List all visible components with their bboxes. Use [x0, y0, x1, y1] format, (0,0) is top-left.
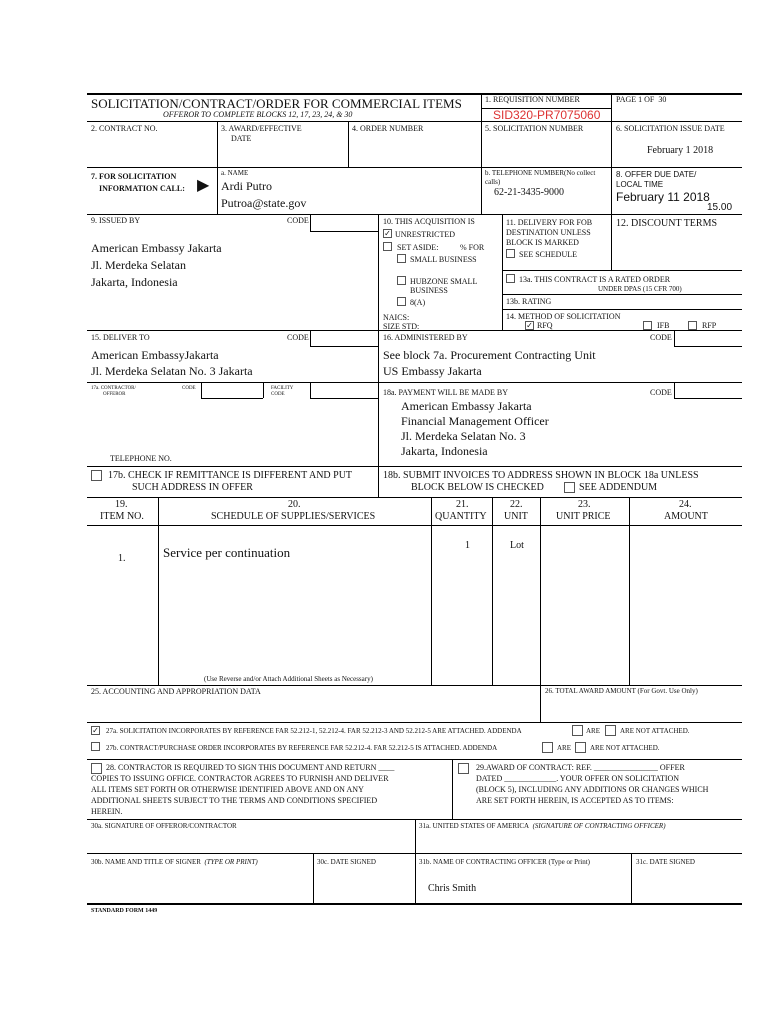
block30c-label: 30c. DATE SIGNED: [317, 858, 376, 866]
block27b-are-not: ARE NOT ATTACHED.: [590, 744, 660, 752]
see-schedule-label: SEE SCHEDULE: [519, 250, 577, 259]
block30b-label-italic: (TYPE OR PRINT): [204, 858, 258, 866]
col-price-num: 23.: [578, 499, 591, 510]
block16-code-label: CODE: [650, 333, 672, 342]
rfp-label: RFP: [702, 321, 717, 330]
name-label: a. NAME: [221, 169, 249, 177]
col-desc-num: 20.: [288, 499, 301, 510]
facility-label: FACILITY: [271, 386, 294, 391]
payment-by-line-4: Jakarta, Indonesia: [401, 444, 488, 458]
rfq-label: RFQ: [537, 321, 553, 330]
block18b-label-2: BLOCK BELOW IS CHECKED: [411, 482, 544, 493]
block28-line-2: COPIES TO ISSUING OFFICE. CONTRACTOR AGREES TO FURNISH AND DELIVER: [91, 774, 389, 783]
administered-by-line-2: US Embassy Jakarta: [383, 364, 482, 378]
block27a-are-not: ARE NOT ATTACHED.: [620, 727, 690, 735]
block17a-label-2: OFFEROR: [103, 392, 126, 397]
set-aside-checkbox[interactable]: [383, 242, 392, 251]
block8-label-2: LOCAL TIME: [616, 180, 664, 189]
eight-a-checkbox[interactable]: [397, 297, 406, 306]
offer-due-date: February 11 2018: [616, 190, 710, 204]
block13a-label-2: UNDER DPAS (15 CFR 700): [598, 285, 682, 293]
block27b-are: ARE: [557, 744, 571, 752]
col-qty-num: 21.: [456, 499, 469, 510]
ifb-checkbox[interactable]: [643, 321, 652, 330]
form-title: SOLICITATION/CONTRACT/ORDER FOR COMMERCIAL ITEMS: [91, 96, 462, 111]
ifb-label: IFB: [657, 321, 670, 330]
unrestricted-checkbox[interactable]: ✓: [384, 229, 391, 238]
row-item: 1.: [118, 553, 126, 564]
block6-label: 6. SOLICITATION ISSUE DATE: [616, 124, 725, 133]
eight-a-label: 8(A): [410, 298, 426, 307]
remittance-checkbox[interactable]: [91, 470, 102, 481]
block11-label-2: DESTINATION UNLESS: [506, 228, 591, 237]
block27a-are: ARE: [586, 727, 600, 735]
arrow-right-icon: ▶: [197, 177, 210, 194]
hubzone-checkbox[interactable]: [397, 276, 406, 285]
block27b-text: 27b. CONTRACT/PURCHASE ORDER INCORPORATES BY REFERENCE FAR 52.212-4. FAR 52.212-5 IS ATTACHED. ADDENDA: [106, 744, 498, 752]
page-label: PAGE 1 OF 30: [616, 95, 667, 104]
addendum-checkbox[interactable]: [564, 482, 575, 493]
offer-due-time: 15.00: [707, 202, 733, 213]
block25-label: 25. ACCOUNTING AND APPROPRIATION DATA: [91, 687, 261, 696]
pct-for-label: % FOR: [460, 243, 485, 252]
col-item-label: ITEM NO.: [100, 511, 144, 522]
contracting-officer-name: Chris Smith: [428, 883, 477, 894]
block18b-label: 18b. SUBMIT INVOICES TO ADDRESS SHOWN IN BLOCK 18a UNLESS: [383, 470, 699, 481]
block28-line-1: 28. CONTRACTOR IS REQUIRED TO SIGN THIS DOCUMENT AND RETURN ____: [106, 763, 395, 772]
small-business-label: SMALL BUSINESS: [410, 255, 477, 264]
block5-label: 5. SOLICITATION NUMBER: [485, 124, 584, 133]
block14-label: 14. METHOD OF SOLICITATION: [506, 312, 621, 321]
block11-label: 11. DELIVERY FOR FOB: [506, 218, 593, 227]
phone-label: b. TELEPHONE NUMBER(No collect: [485, 169, 596, 177]
payment-by-line-1: American Embassy Jakarta: [401, 399, 532, 413]
schedule-note: (Use Reverse and/or Attach Additional Sheets as Necessary): [204, 675, 373, 683]
see-addendum-label: SEE ADDENDUM: [579, 482, 658, 493]
block29-line-4: ARE SET FORTH HEREIN, IS ACCEPTED AS TO ITEMS:: [476, 796, 674, 805]
col-qty-label: QUANTITY: [435, 511, 487, 522]
col-unit-num: 22.: [510, 499, 523, 510]
size-std-label: SIZE STD:: [383, 322, 420, 331]
requisition-number: SID320-PR7075060: [493, 108, 601, 122]
issued-by-line-2: Jl. Merdeka Selatan: [91, 258, 186, 272]
issued-by-line-1: American Embassy Jakarta: [91, 241, 222, 255]
payment-by-line-2: Financial Management Officer: [401, 414, 549, 428]
row-description: Service per continuation: [163, 545, 291, 560]
rfp-checkbox[interactable]: [688, 321, 697, 330]
block27a-are-not-checkbox[interactable]: [605, 725, 616, 736]
block30b-label: 30b. NAME AND TITLE OF SIGNER (TYPE OR PRINT): [91, 858, 258, 866]
block11-label-3: BLOCK IS MARKED: [506, 238, 579, 247]
block18a-label: 18a. PAYMENT WILL BE MADE BY: [383, 388, 509, 397]
form-subtitle: OFFEROR TO COMPLETE BLOCKS 12, 17, 23, 24, & 30: [163, 110, 353, 119]
block28-line-4: ADDITIONAL SHEETS SUBJECT TO THE TERMS AND CONDITIONS SPECIFIED: [91, 796, 378, 805]
facility-code-label: CODE: [271, 392, 285, 397]
block13a-label: 13a. THIS CONTRACT IS A RATED ORDER: [519, 275, 671, 284]
block17b-label-2: SUCH ADDRESS IN OFFER: [132, 482, 253, 493]
naics-label: NAICS:: [383, 313, 410, 322]
contact-phone: 62-21-3435-9000: [494, 187, 564, 198]
form-footer: STANDARD FORM 1449: [91, 908, 158, 914]
block9-code-label: CODE: [287, 216, 309, 225]
block9-label: 9. ISSUED BY: [91, 216, 141, 225]
block3-label-date: DATE: [231, 134, 252, 143]
phone-label-2: calls): [485, 178, 501, 186]
small-business-checkbox[interactable]: [397, 254, 406, 263]
block7-label: 7. FOR SOLICITATION: [91, 172, 177, 181]
block15-code-label: CODE: [287, 333, 309, 342]
solicitation-issue-date: February 1 2018: [647, 145, 714, 156]
row-unit: Lot: [510, 540, 524, 551]
block16-label: 16. ADMINISTERED BY: [383, 333, 468, 342]
block29-line-3: (BLOCK 5), INCLUDING ANY ADDITIONS OR CHANGES WHICH: [476, 785, 709, 794]
block12-label: 12. DISCOUNT TERMS: [616, 218, 718, 229]
block31a-label-italic: (SIGNATURE OF CONTRACTING OFFICER): [532, 822, 666, 830]
block27a-are-checkbox[interactable]: [572, 725, 583, 736]
rated-order-checkbox[interactable]: [506, 274, 515, 283]
block10-label: 10. THIS ACQUISITION IS: [383, 217, 475, 226]
col-unit-label: UNIT: [504, 511, 528, 522]
block29-line-2: DATED _____________. YOUR OFFER ON SOLICITATION: [476, 774, 680, 783]
col-amount-num: 24.: [679, 499, 692, 510]
block27b-checkbox[interactable]: [91, 742, 100, 751]
block31c-label: 31c. DATE SIGNED: [636, 858, 695, 866]
col-desc-label: SCHEDULE OF SUPPLIES/SERVICES: [211, 511, 376, 522]
hubzone-label: HUBZONE SMALL: [410, 277, 478, 286]
page-total: 30: [658, 95, 667, 104]
block27a-checkbox[interactable]: ✓: [92, 726, 99, 735]
block17b-label: 17b. CHECK IF REMITTANCE IS DIFFERENT AND PUT: [108, 470, 353, 481]
issued-by-line-3: Jakarta, Indonesia: [91, 275, 178, 289]
block17a-code-label: CODE: [182, 386, 196, 391]
see-schedule-checkbox[interactable]: [506, 249, 515, 258]
block28-line-3: ALL ITEMS SET FORTH OR OTHERWISE IDENTIFIED ABOVE AND ON ANY: [91, 785, 364, 794]
row-quantity: 1: [465, 540, 470, 551]
unrestricted-label: UNRESTRICTED: [395, 230, 455, 239]
telephone-label: TELEPHONE NO.: [110, 454, 172, 463]
block29-line-1: 29.AWARD OF CONTRACT: REF. ________________ OFFER: [476, 763, 685, 772]
block27b-are-not-checkbox[interactable]: [575, 742, 586, 753]
col-item-num: 19.: [115, 499, 128, 510]
block18a-code-label: CODE: [650, 388, 672, 397]
col-price-label: UNIT PRICE: [556, 511, 611, 522]
block31a-label: 31a. UNITED STATES OF AMERICA (SIGNATURE OF CONTRACTING OFFICER): [419, 822, 666, 830]
block17a-label: 17a. CONTRACTOR/: [91, 386, 136, 391]
block13b-label: 13b. RATING: [506, 297, 552, 306]
block3-label: 3. AWARD/EFFECTIVE: [221, 124, 302, 133]
block27b-are-checkbox[interactable]: [542, 742, 553, 753]
block15-label: 15. DELIVER TO: [91, 333, 150, 342]
col-amount-label: AMOUNT: [664, 511, 708, 522]
contact-email[interactable]: Putroa@state.gov: [221, 196, 307, 210]
block26-label: 26. TOTAL AWARD AMOUNT (For Govt. Use Only): [545, 687, 698, 695]
block29-checkbox[interactable]: [458, 763, 469, 774]
block4-label: 4. ORDER NUMBER: [352, 124, 424, 133]
block30a-label: 30a. SIGNATURE OF OFFEROR/CONTRACTOR: [91, 822, 237, 830]
deliver-to-line-1: American EmbassyJakarta: [91, 348, 219, 362]
rfq-checkbox[interactable]: ✓: [526, 321, 533, 330]
payment-by-line-3: Jl. Merdeka Selatan No. 3: [401, 429, 526, 443]
deliver-to-line-2: Jl. Merdeka Selatan No. 3 Jakarta: [91, 364, 253, 378]
block8-label: 8. OFFER DUE DATE/: [616, 170, 697, 179]
administered-by-line-1: See block 7a. Procurement Contracting Unit: [383, 348, 596, 362]
contact-name: Ardi Putro: [221, 179, 272, 193]
block1-label: 1. REQUISITION NUMBER: [485, 95, 580, 104]
block27a-text: 27a. SOLICITATION INCORPORATES BY REFERENCE FAR 52.212-1, 52.212-4. FAR 52.212-3 AND 52.212-5 ARE ATTACHED. ADDENDA: [106, 727, 522, 735]
block28-line-5: HEREIN.: [91, 807, 123, 816]
block28-checkbox[interactable]: [91, 763, 102, 774]
block2-label: 2. CONTRACT NO.: [91, 124, 158, 133]
block31b-label: 31b. NAME OF CONTRACTING OFFICER (Type or Print): [419, 858, 591, 866]
block7-label-2: INFORMATION CALL:: [99, 184, 185, 193]
hubzone-label-2: BUSINESS: [410, 286, 448, 295]
set-aside-label: SET ASIDE:: [397, 243, 439, 252]
